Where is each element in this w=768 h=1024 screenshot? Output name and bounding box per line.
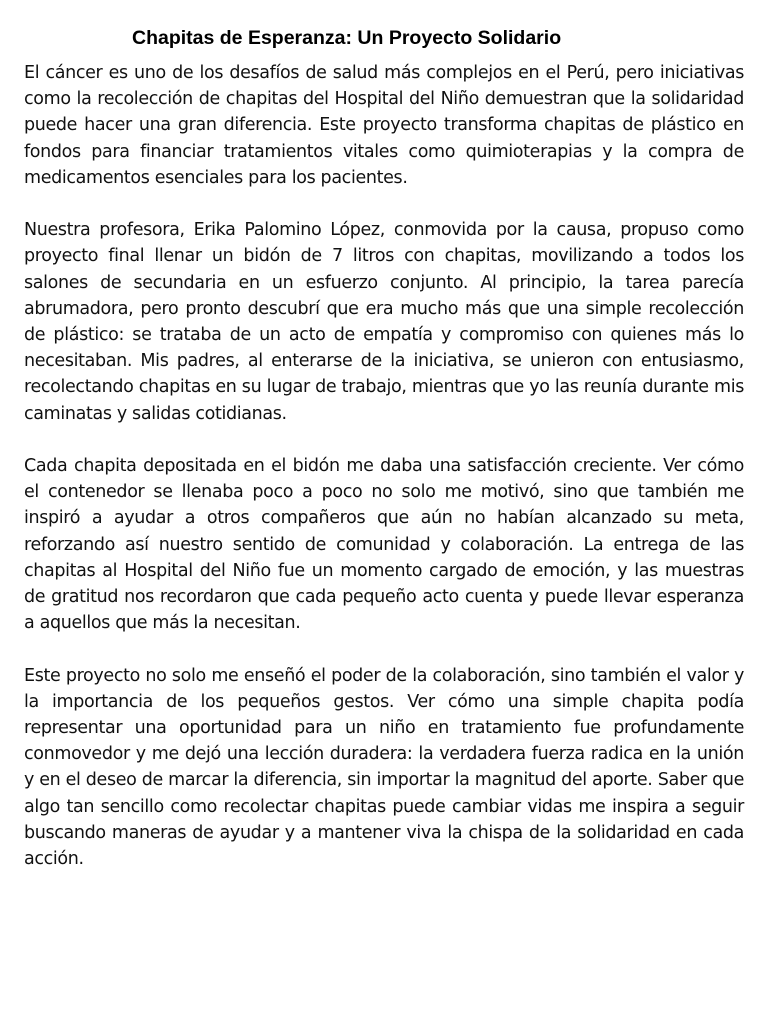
document-body [24,60,744,872]
paragraph-3: Cada chapita depositada en el bidón me daba una satisfacción creciente. Ver cómo el contenedor se llenaba poco a poco no solo me motivó, sino que también me inspiró a ayudar a otros compañeros que aún no habían alcanzado su meta, reforzando así nuestro sentido de comunidad y colaboración. La entrega de las chapitas al Hospital del Niño fue un momento cargado de emoción, y las muestras de gratitud nos recordaron que cada pequeño acto cuenta y puede llevar esperanza a aquellos que más la necesitan. [24,456,744,634]
paragraph-2: Nuestra profesora, Erika Palomino López, conmovida por la causa, propuso como proyecto final llenar un bidón de 7 litros con chapitas, movilizando a todos los salones de secundaria en un esfuerzo conjunto. Al principio, la tarea parecía abrumadora, pero pronto descubrí que era mucho más que una simple recolección de plástico: se trataba de un acto de empatía y compromiso con quienes más lo necesitaban. Mis padres, al enterarse de la iniciativa, se unieron con entusiasmo, recolectando chapitas en su lugar de trabajo, mientras que yo las reunía durante mis caminatas y salidas cotidianas. [24,220,744,424]
document-title: Chapitas de Esperanza: Un Proyecto Solidario [132,27,562,49]
paragraph-1: El cáncer es uno de los desafíos de salud más complejos en el Perú, pero iniciativas como la recolección de chapitas del Hospital del Niño demuestran que la solidaridad puede hacer una gran diferencia. Este proyecto transforma chapitas de plástico en fondos para financiar tratamientos vitales como quimioterapias y la compra de medicamentos esenciales para los pacientes. [24,63,744,188]
paragraph-4: Este proyecto no solo me enseñó el poder de la colaboración, sino también el valor y la importancia de los pequeños gestos. Ver cómo una simple chapita podía representar una oportunidad para un niño en tratamiento fue profundamente conmovedor y me dejó una lección duradera: la verdadera fuerza radica en la unión y en el deseo de marcar la diferencia, sin importar la magnitud del aporte. Saber que algo tan sencillo como recolectar chapitas puede cambiar vidas me inspira a seguir buscando maneras de ayudar y a mantener viva la chispa de la solidaridad en cada acción. [24,665,744,870]
